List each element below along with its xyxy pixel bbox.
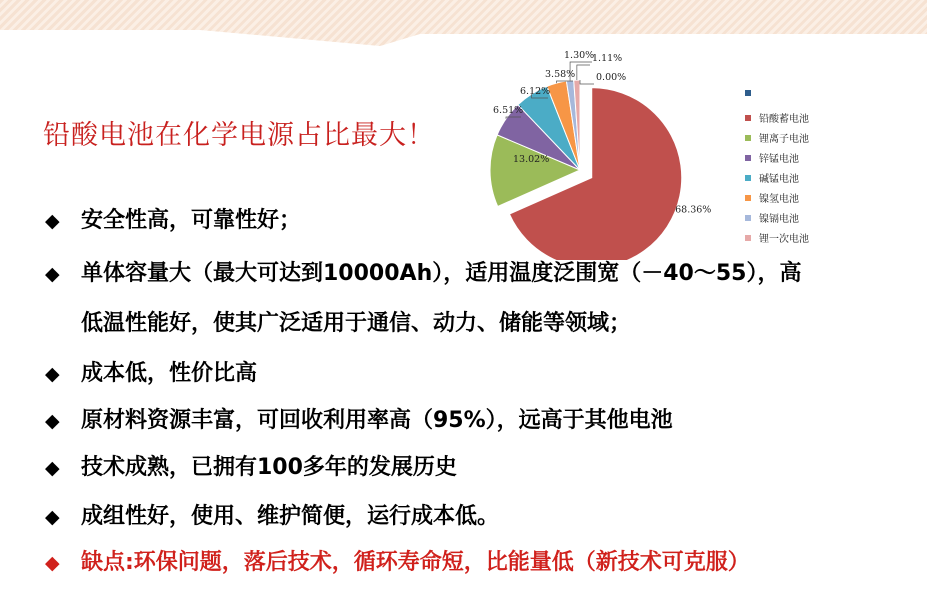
pie-data-label: 1.11% [592, 53, 623, 64]
pie-data-label: 0.00% [596, 72, 627, 83]
pie-data-label: 6.51% [493, 105, 524, 116]
bullet-item-drawback [45, 544, 750, 582]
pie-data-label: 3.58% [545, 69, 576, 80]
legend-label: 碱锰电池 [759, 174, 799, 185]
diamond-bullet-icon: ◆ [45, 410, 60, 432]
bullet-text: 缺点:环保问题，落后技术，循环寿命短，比能量低（新技术可克服） [81, 550, 750, 575]
legend-item [745, 210, 799, 225]
bullet-item [45, 202, 301, 240]
bullet-text-continued: 低温性能好，使其广泛适用于通信、动力、储能等领域； [81, 311, 632, 336]
diamond-bullet-icon: ◆ [45, 506, 60, 528]
bullet-item [45, 449, 457, 487]
bullet-text: 单体容量大（最大可达到10000Ah），适用温度泛围宽（－40～55），高 [81, 261, 802, 286]
pie-chart [480, 40, 790, 260]
pie-data-label: 13.02% [513, 154, 550, 165]
legend-item [745, 90, 759, 96]
legend-swatch [745, 175, 751, 181]
bullet-text: 技术成熟，已拥有100多年的发展历史 [81, 455, 457, 480]
legend-label: 镍镉电池 [759, 214, 799, 225]
diamond-bullet-icon: ◆ [45, 363, 60, 385]
legend-label: 锂离子电池 [759, 134, 809, 145]
bullet-text: 原材料资源丰富，可回收利用率高（95%），远高于其他电池 [81, 408, 673, 433]
legend-item [745, 170, 799, 185]
bullet-item [45, 498, 499, 536]
pie-data-label: 6.12% [520, 86, 551, 97]
legend-label: 锌锰电池 [759, 154, 799, 165]
legend-label: 锂一次电池 [759, 234, 809, 245]
diamond-bullet-icon: ◆ [45, 210, 60, 232]
bullet-text: 成组性好，使用、维护简便，运行成本低。 [81, 504, 500, 529]
legend-item [745, 190, 799, 205]
diamond-bullet-icon: ◆ [45, 457, 60, 479]
bullet-item [45, 355, 257, 393]
legend-item [745, 130, 809, 145]
diamond-bullet-icon: ◆ [45, 552, 60, 574]
legend-label: 镍氢电池 [759, 194, 799, 205]
pie-data-label: 1.30% [564, 50, 595, 61]
legend-swatch [745, 135, 751, 141]
legend-item [745, 230, 809, 245]
pie-leader-line [580, 80, 594, 84]
legend-label: 铅酸蓄电池 [759, 114, 809, 125]
legend-swatch [745, 90, 751, 96]
bullet-text: 成本低，性价比高 [81, 361, 258, 386]
legend-swatch [745, 215, 751, 221]
bullet-text: 安全性高，可靠性好； [81, 208, 302, 233]
legend-swatch [745, 115, 751, 121]
bullet-item [45, 255, 802, 336]
legend-swatch [745, 195, 751, 201]
pie-data-label: 68.36% [675, 204, 712, 216]
bullet-item [45, 402, 673, 440]
pie-leader-line [577, 65, 590, 80]
slide-title: 铅酸电池在化学电源占比最大！ [43, 120, 435, 151]
legend-swatch [745, 235, 751, 241]
diamond-bullet-icon: ◆ [45, 263, 60, 285]
legend-swatch [745, 155, 751, 161]
legend-item [745, 110, 809, 125]
legend-item [745, 150, 799, 165]
